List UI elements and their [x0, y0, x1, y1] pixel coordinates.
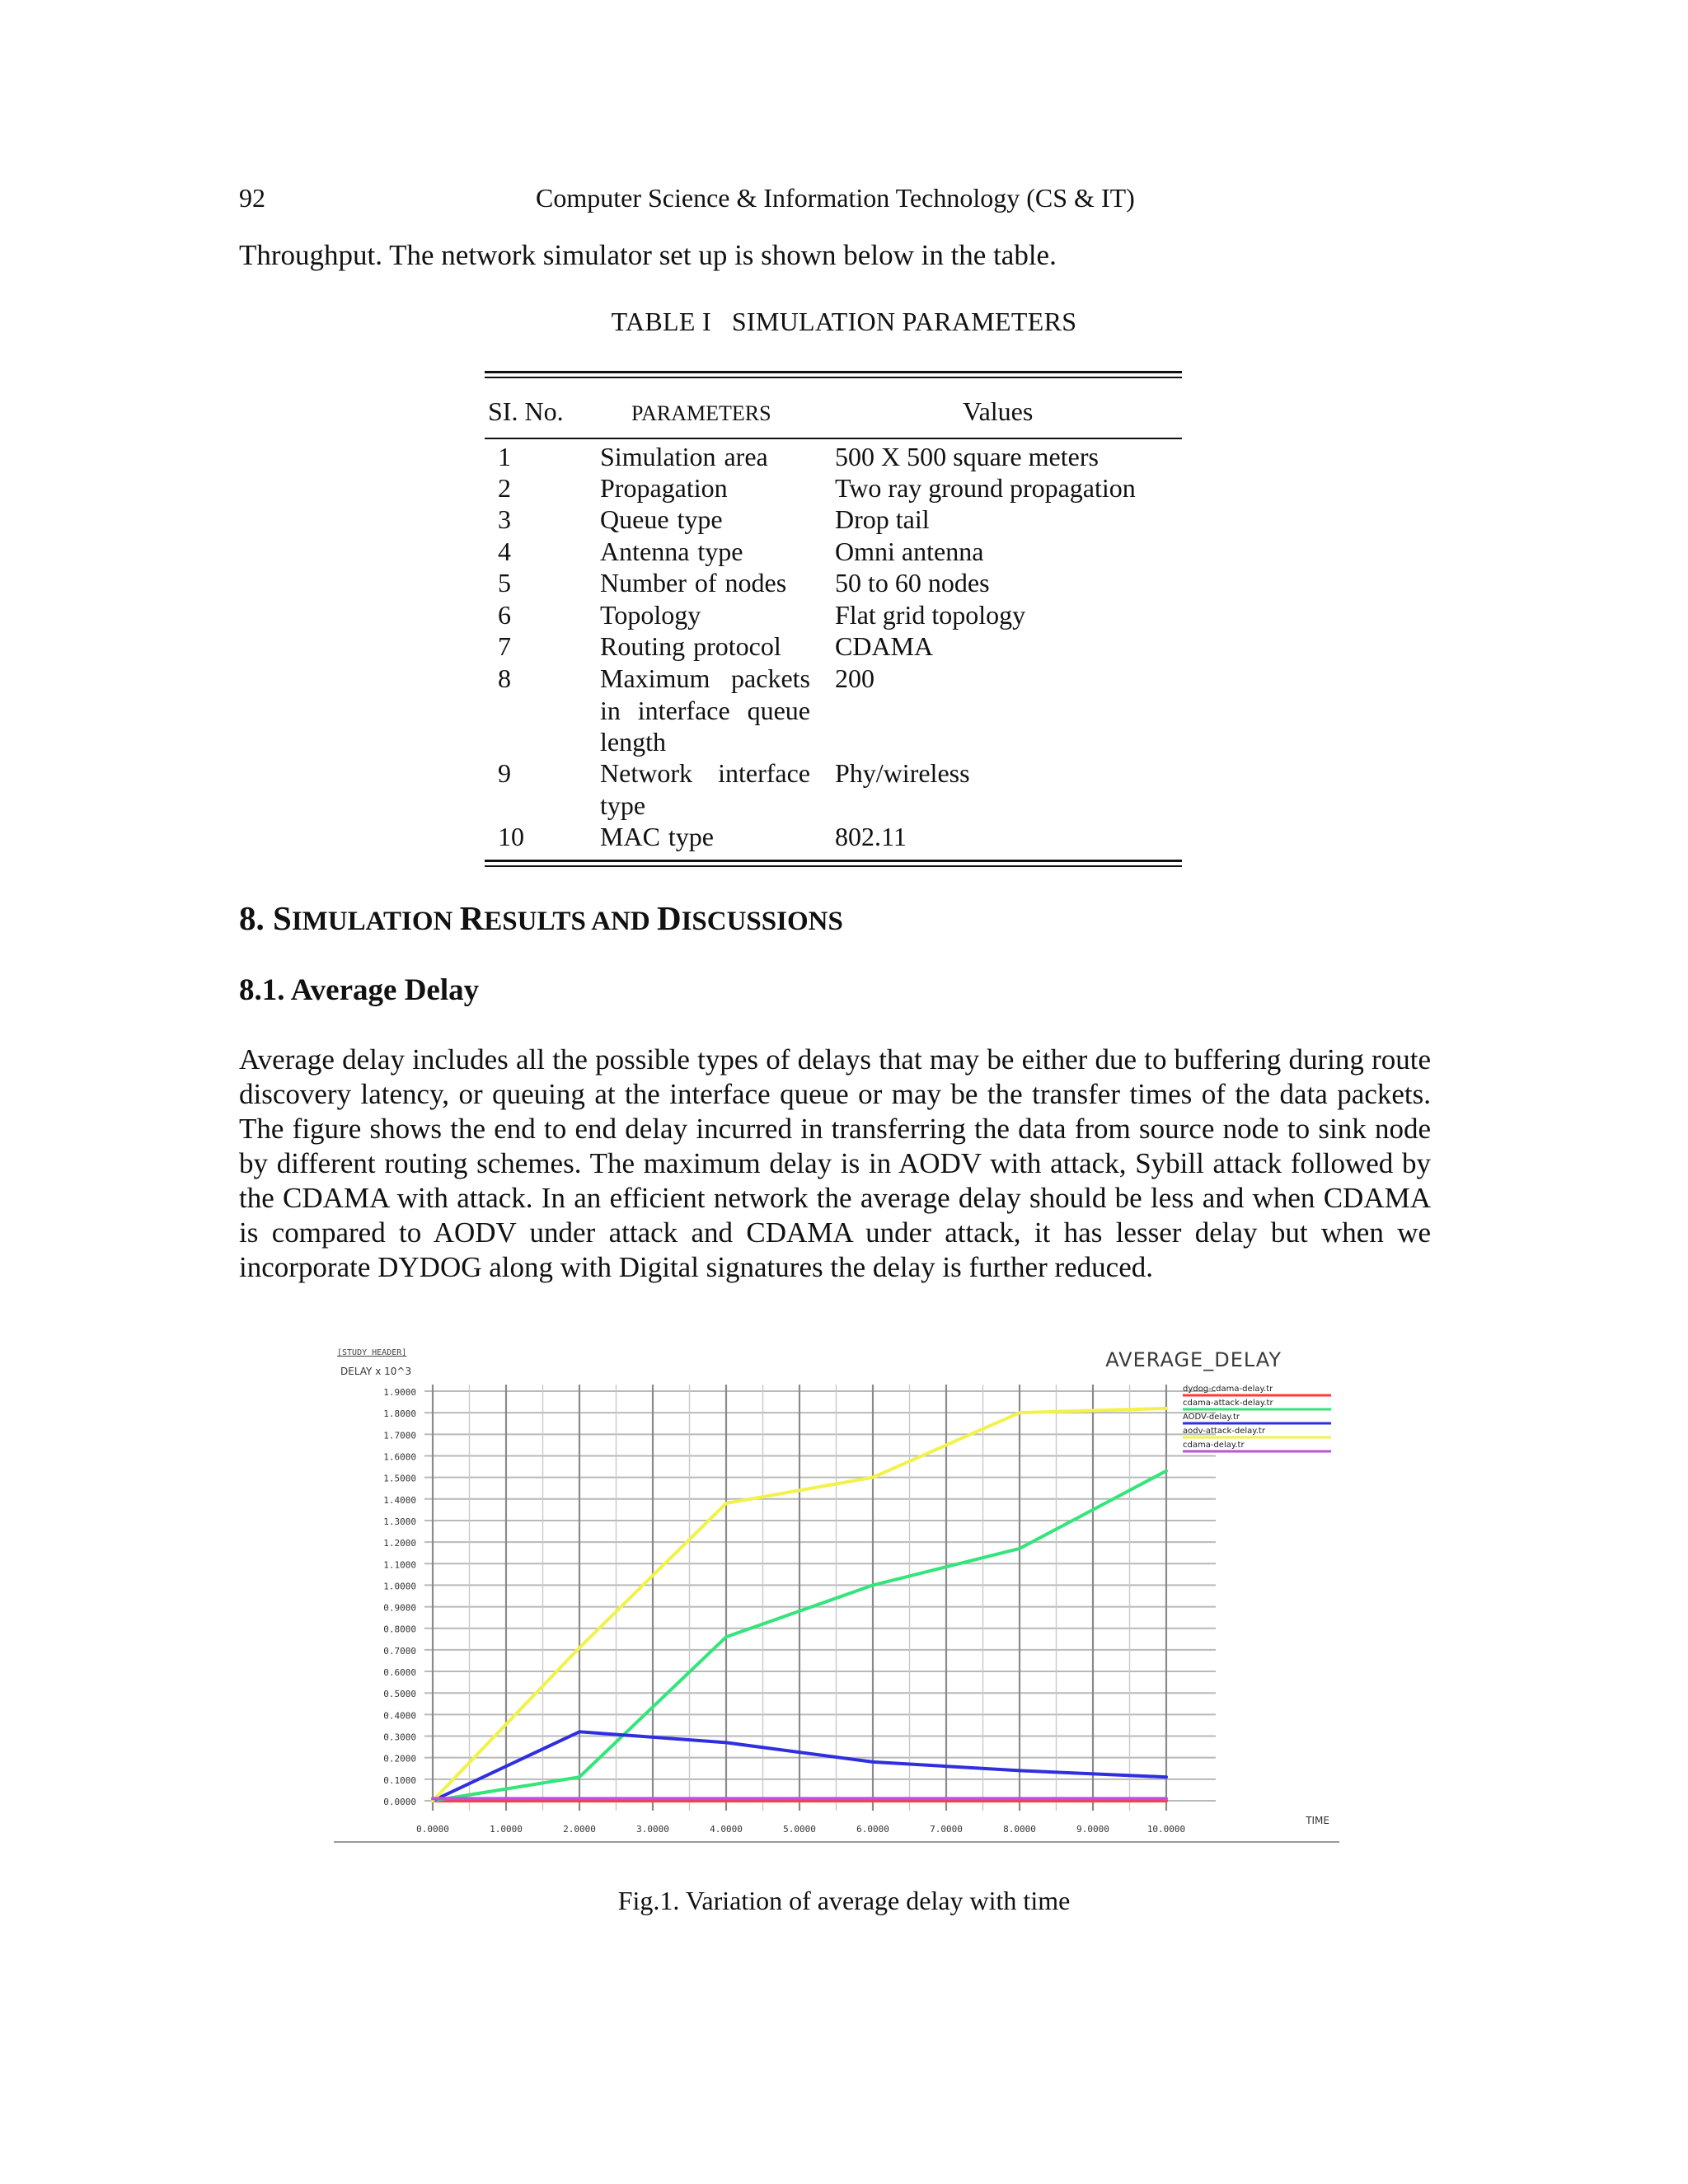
row-number: 1	[498, 442, 511, 471]
section-heading	[239, 898, 843, 938]
row-number: 10	[498, 822, 524, 851]
x-tick-label: 9.0000	[1076, 1824, 1109, 1835]
section-title-part: D	[656, 899, 682, 937]
y-tick-label: 1.5000	[383, 1473, 416, 1484]
x-tick-label: 3.0000	[636, 1824, 669, 1835]
legend-label: dydog-cdama-delay.tr	[1183, 1385, 1273, 1394]
row-number: 7	[498, 631, 511, 661]
section-number: 8.	[239, 899, 265, 937]
legend-label: aodv-attack-delay.tr	[1183, 1427, 1265, 1436]
figure-caption: Fig.1. Variation of average delay with time	[617, 1886, 1071, 1915]
row-parameter: Maximum packets in interface queue length	[600, 663, 810, 757]
legend-label: AODV-delay.tr	[1183, 1413, 1240, 1422]
row-number: 6	[498, 600, 511, 630]
y-tick-label: 0.7000	[383, 1645, 416, 1657]
y-tick-label: 0.6000	[383, 1667, 416, 1679]
y-tick-label: 1.4000	[383, 1494, 416, 1506]
table-bottom-rule	[485, 860, 1182, 867]
lead-text: Throughput. The network simulator set up is shown below in the table.	[239, 239, 1057, 271]
body-paragraph: Average delay includes all the possible types of delays that may be either due to buffering during route discovery latency, or queuing at the interface queue or may be the transfer times of the data packets. The figure shows the end to end delay incurred in transferring the data from source node to sink node by different routing schemes. The maximum delay is in AODV with attack, Sybill attack followed by the CDAMA with attack. In an efficient network the average delay should be less and when CDAMA is compared to AODV under attack and CDAMA under attack, it has lesser delay but when we incorporate DYDOG along with Digital signatures the delay is further reduced.	[239, 1043, 1431, 1283]
section-title-part: S	[273, 899, 292, 937]
x-tick-label: 8.0000	[1003, 1824, 1036, 1835]
row-parameter: Propagation	[600, 473, 728, 503]
x-tick-label: 6.0000	[856, 1824, 889, 1835]
row-number: 2	[498, 473, 511, 503]
x-tick-label: 1.0000	[490, 1824, 523, 1835]
y-tick-label: 1.0000	[383, 1581, 416, 1592]
row-value: Two ray ground propagation	[835, 473, 1136, 503]
row-value: 50 to 60 nodes	[835, 568, 990, 598]
row-parameter: Network interface type	[600, 758, 810, 820]
y-tick-label: 1.3000	[383, 1516, 416, 1527]
y-tick-label: 0.5000	[383, 1689, 416, 1700]
row-value: 200	[835, 663, 874, 693]
section-title-part: IMULATION	[291, 907, 460, 936]
row-value: CDAMA	[835, 631, 934, 661]
row-value: Phy/wireless	[835, 758, 970, 788]
x-tick-label: 5.0000	[783, 1824, 816, 1835]
header-values: Values	[963, 396, 1034, 426]
y-tick-label: 1.2000	[383, 1538, 416, 1549]
row-number: 4	[498, 537, 511, 566]
table-body	[485, 439, 1182, 860]
y-tick-label: 1.8000	[383, 1408, 416, 1420]
row-value: 500 X 500 square meters	[835, 442, 1099, 471]
section-title-part: ESULTS AND	[484, 907, 657, 936]
running-head	[239, 183, 1434, 224]
row-parameter: Topology	[600, 600, 701, 630]
x-tick-label: 4.0000	[710, 1824, 743, 1835]
y-tick-label: 0.8000	[383, 1624, 416, 1635]
row-parameter: Queue type	[600, 504, 723, 534]
x-tick-label: 0.0000	[416, 1824, 449, 1835]
y-tick-label: 0.4000	[383, 1710, 416, 1722]
y-tick-label: 1.1000	[383, 1559, 416, 1571]
x-tick-label: 7.0000	[930, 1824, 963, 1835]
legend-label: cdama-attack-delay.tr	[1183, 1399, 1273, 1408]
y-tick-label: 1.9000	[383, 1387, 416, 1398]
average-delay-chart	[334, 1343, 1339, 1846]
journal-name: Computer Science & Information Technology (CS & IT)	[536, 183, 1135, 213]
x-tick-label: 2.0000	[563, 1824, 596, 1835]
row-parameter: Simulation area	[600, 442, 768, 471]
row-value: Drop tail	[835, 504, 930, 534]
y-axis-label: DELAY x 10^3	[340, 1366, 412, 1377]
row-value: Omni antenna	[835, 537, 984, 566]
row-number: 8	[498, 663, 511, 693]
row-number: 3	[498, 504, 511, 534]
row-parameter: Antenna type	[600, 537, 743, 566]
table-top-rule	[485, 371, 1182, 378]
simulation-parameters-table	[485, 371, 1182, 867]
header-parameters: PARAMETERS	[631, 401, 771, 425]
legend-label: cdama-delay.tr	[1183, 1441, 1245, 1450]
row-parameter: MAC type	[600, 822, 714, 851]
average-delay-figure	[334, 1343, 1339, 1846]
table-header-row	[485, 378, 1182, 439]
x-axis-label: TIME	[1306, 1815, 1329, 1826]
y-tick-label: 0.3000	[383, 1732, 416, 1743]
table-caption: TABLE I SIMULATION PARAMETERS	[611, 307, 1077, 336]
page-number: 92	[239, 183, 265, 213]
y-tick-label: 0.9000	[383, 1602, 416, 1614]
section-title-part: R	[459, 899, 485, 937]
y-tick-label: 0.1000	[383, 1774, 416, 1786]
chart-header-label: [STUDY HEADER]	[337, 1348, 407, 1357]
y-tick-label: 1.6000	[383, 1451, 416, 1463]
row-parameter: Routing protocol	[600, 631, 781, 661]
row-value: Flat grid topology	[835, 600, 1026, 630]
subsection-heading: 8.1. Average Delay	[239, 973, 480, 1007]
row-parameter: Number of nodes	[600, 568, 787, 598]
y-tick-label: 1.7000	[383, 1430, 416, 1441]
row-number: 9	[498, 758, 511, 788]
header-sl-no: SI. No.	[488, 396, 564, 426]
x-tick-label: 10.0000	[1146, 1824, 1186, 1835]
row-number: 5	[498, 568, 511, 598]
section-title-part: ISCUSSIONS	[681, 907, 843, 936]
row-value: 802.11	[835, 822, 907, 851]
y-tick-label: 0.0000	[383, 1797, 416, 1807]
chart-title: AVERAGE_DELAY	[1105, 1348, 1282, 1371]
y-tick-label: 0.2000	[383, 1753, 416, 1765]
